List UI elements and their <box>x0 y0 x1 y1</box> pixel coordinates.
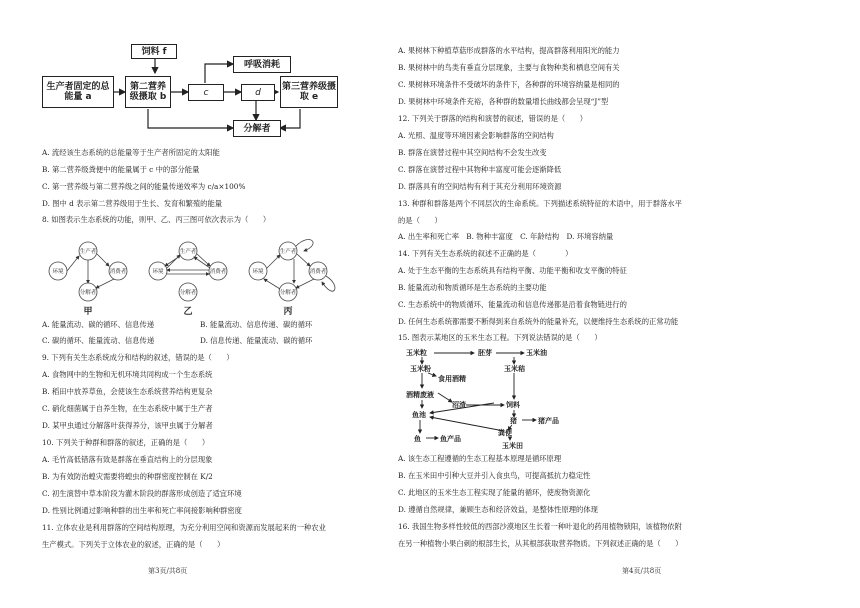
corn-fish: 鱼 <box>414 435 421 443</box>
r-line-6: B. 群落在演替过程中其空间结构不会发生改变 <box>398 148 547 157</box>
second-level-box: 第二营养级摄取 b <box>125 76 171 108</box>
q9-option-d: D. 某甲虫通过分解落叶获得养分，该甲虫属于分解者 <box>42 421 213 430</box>
q10-option-d: D. 性别比例通过影响种群的出生率和死亡率间接影响种群密度 <box>42 506 242 515</box>
q11-stem-1: 11. 立体农业是利用群落的空间结构原理，为充分利用空间和资源而发展起来的一种农业 <box>42 523 326 532</box>
d1-decomposer: 分解者 <box>79 290 97 296</box>
corn-residue: 酒精废液 <box>406 391 434 399</box>
corn-grain: 玉米粒 <box>406 349 427 357</box>
q8-stem: 8. 如图表示生态系统的功能，则甲、乙、丙三图可依次表示为（ ） <box>42 215 271 224</box>
r-line-7: C. 群落在演替过程中其物种丰富度可能会逐渐降低 <box>398 165 562 174</box>
corn-flour: 玉米粉 <box>410 365 431 373</box>
d1-producer: 生产者 <box>79 249 97 255</box>
q10-option-a: A. 毛竹高低错落有致是群落在垂直结构上的分层现象 <box>42 455 213 464</box>
q9-stem: 9. 下列有关生态系统成分和结构的叙述，错误的是（ ） <box>42 353 234 362</box>
corn-manure: 粪便 <box>498 429 512 437</box>
q10-option-b: B. 为有效防治蝗灾需要将蝗虫的种群密度控制在 K/2 <box>42 472 213 481</box>
right-page-number: 第4页/共8页 <box>622 567 662 575</box>
r-line-1: B. 果树林中的鸟类有垂直分层现象，主要与食物种类和栖息空间有关 <box>398 63 620 72</box>
corn-feed: 饲料 <box>506 401 520 409</box>
r-line-10: 的是（ ） <box>398 216 442 225</box>
corn-oil: 玉米油 <box>526 349 547 357</box>
corn-fish-product: 鱼产品 <box>440 435 461 443</box>
corn-biogas: 沼渣 <box>452 401 466 409</box>
r-line-2: C. 果树林环境条件不受破坏的条件下，各种群的环境容纳量是相同的 <box>398 80 620 89</box>
producer-box: 生产者固定的总能量 a <box>42 76 114 108</box>
r-line-4: 12. 下列关于群落的结构和演替的叙述，错误的是（ ） <box>398 114 588 123</box>
corn-stalk: 玉米秸 <box>504 365 525 373</box>
d2-env: 环境 <box>152 269 164 275</box>
q7-option-c: C. 第一营养级与第二营养级之间的能量传递效率为 c/a×100% <box>42 182 246 191</box>
left-page-number: 第3页/共8页 <box>148 567 188 575</box>
r-line-12: 14. 下列有关生态系统的叙述不正确的是（ ） <box>398 249 573 258</box>
corn-pond: 鱼池 <box>412 411 426 419</box>
corn-field: 玉米田 <box>502 442 523 450</box>
label-yi: 乙 <box>183 307 193 317</box>
q8-option-c: C. 碳的循环、能量流动、信息传递 <box>42 336 155 345</box>
r-line-14: B. 能量流动和物质循环是生态系统的主要功能 <box>398 283 547 292</box>
q10-stem: 10. 下列关于种群和群落的叙述，正确的是（ ） <box>42 438 210 447</box>
q10-option-c: C. 初生演替中草本阶段为灌木阶段的群落形成创造了适宜环境 <box>42 489 242 498</box>
r-line-15: C. 生态系统中的物质循环、能量流动和信息传递都是沿着食物链进行的 <box>398 300 627 309</box>
d-box: d <box>241 84 275 101</box>
q9-option-c: C. 硝化细菌属于自养生物，在生态系统中属于生产者 <box>42 404 213 413</box>
d1-consumer: 消费者 <box>109 269 127 275</box>
label-jia: 甲 <box>83 307 93 317</box>
d3-consumer: 消费者 <box>309 269 327 275</box>
feed-box: 饲料 f <box>131 44 177 59</box>
third-level-box: 第三营养级摄取 e <box>280 76 338 108</box>
q7-option-d: D. 图中 d 表示第二营养级用于生长、发育和繁殖的能量 <box>42 199 223 208</box>
corn-alcohol: 食用酒精 <box>438 375 466 383</box>
q15-option-b: B. 在玉米田中引种大豆并引入食虫鸟，可提高抵抗力稳定性 <box>398 471 591 480</box>
q9-option-a: A. 食物网中的生物和无机环境共同构成一个生态系统 <box>42 370 213 379</box>
q16-stem-2: 在另一种植物小果白刺的根部生长，从其根部获取营养物质。下列叙述正确的是（ ） <box>398 539 683 548</box>
q15-option-c: C. 此地区的玉米生态工程实现了能量的循环，使废物资源化 <box>398 488 591 497</box>
q8-option-d: D. 信息传递、能量流动、碳的循环 <box>200 336 313 345</box>
r-line-13: A. 处于生态平衡的生态系统具有结构平衡、功能平衡和收支平衡的特征 <box>398 266 627 275</box>
q15-option-a: A. 该生态工程遵循的生态工程基本原理是循环原理 <box>398 454 562 463</box>
corn-germ: 胚芽 <box>478 349 492 357</box>
corn-pig: 猪 <box>510 417 517 425</box>
q15-option-d: D. 遵循自然规律，兼顾生态和经济效益，是整体性原理的体现 <box>398 505 598 514</box>
r-line-9: 13. 种群和群落是两个不同层次的生命系统。下列描述系统特征的术语中，用于群落水平 <box>398 199 682 208</box>
d2-decomposer: 分解者 <box>179 290 197 296</box>
respiration-box: 呼吸消耗 <box>233 56 291 73</box>
d1-env: 环境 <box>52 269 64 275</box>
corn-ecosystem-diagram <box>398 345 588 450</box>
d2-consumer: 消费者 <box>209 269 227 275</box>
d3-decomposer: 分解者 <box>279 290 297 296</box>
cycle-diagrams <box>42 226 372 318</box>
q7-option-b: B. 第二营养级粪便中的能量属于 c 中的部分能量 <box>42 165 200 174</box>
q7-option-a: A. 流经该生态系统的总能量等于生产者所固定的太阳能 <box>42 148 220 157</box>
r-line-0: A. 果树林下种植草菇形成群落的水平结构，提高群落利用阳光的能力 <box>398 46 620 55</box>
c-box: c <box>188 84 224 101</box>
decomposer-box: 分解者 <box>233 120 281 137</box>
r-line-11: A. 出生率和死亡率 B. 物种丰富度 C. 年龄结构 D. 环境容纳量 <box>398 232 614 241</box>
r-line-16: D. 任何生态系统都需要不断得到来自系统外的能量补充，以便维持生态系统的正常功能 <box>398 317 679 326</box>
r-line-17: 15. 图表示某地区的玉米生态工程。下列说法错误的是（ ） <box>398 333 602 342</box>
q11-stem-2: 生产模式。下列关于立体农业的叙述，正确的是（ ） <box>42 540 225 549</box>
r-line-8: D. 群落具有的空间结构有利于其充分利用环境资源 <box>398 182 562 191</box>
corn-pork: 猪产品 <box>538 417 559 425</box>
q9-option-b: B. 稻田中放养草鱼，会使该生态系统营养结构更复杂 <box>42 387 213 396</box>
d3-producer: 生产者 <box>279 249 297 255</box>
label-bing: 丙 <box>283 307 293 317</box>
energy-flow-diagram <box>0 0 430 145</box>
r-line-5: A. 光照、温度等环境因素会影响群落的空间结构 <box>398 131 554 140</box>
d2-producer: 生产者 <box>179 249 197 255</box>
q16-stem-1: 16. 我国生物多样性较低的西部沙漠地区生长着一种叶退化的药用植物锁阳，该植物依附 <box>398 522 682 531</box>
d3-env: 环境 <box>252 269 264 275</box>
q8-option-a: A. 能量流动、碳的循环、信息传递 <box>42 320 155 329</box>
r-line-3: D. 果树林中环境条件充裕，各种群的数量增长曲线都会呈现“J”型 <box>398 97 609 106</box>
q8-option-b: B. 能量流动、信息传递、碳的循环 <box>200 320 313 329</box>
